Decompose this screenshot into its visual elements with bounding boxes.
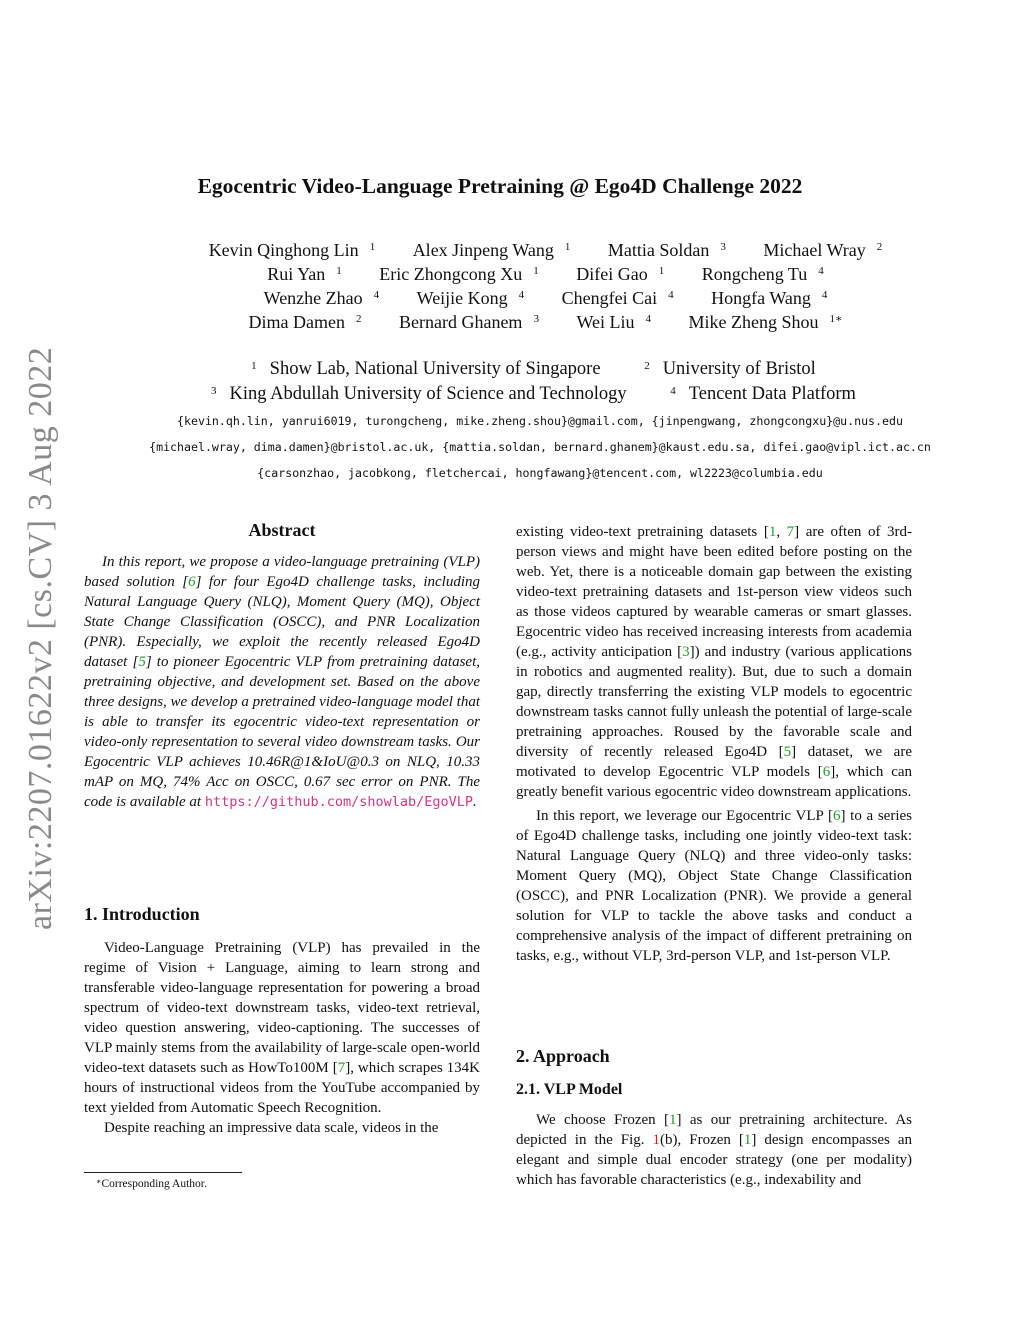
affiliation-row xyxy=(0,382,1024,407)
citation-link[interactable]: 7 xyxy=(786,524,795,540)
paper-title: Egocentric Video-Language Pretraining @ Ego4D Challenge 2022 xyxy=(197,174,803,198)
approach-section xyxy=(516,1046,912,1190)
citation-link[interactable]: 6 xyxy=(822,764,831,780)
author-row xyxy=(0,310,1024,334)
author-list xyxy=(0,238,1024,334)
author: Mike Zheng Shou $^{1∗}$ xyxy=(688,312,843,332)
left-column xyxy=(84,520,480,812)
introduction-paragraph-continued: existing video-text pretraining datasets [1, 7] are often of 3rd-person views and might have been edited before posting on the web. Yet, there is a noticeable domain gap between the existing video-text pretraining datasets and 1st-person view videos such as those videos captured by wearable cameras or smart glasses. Egocentric video has received increasing interests from academia (e.g., activity anticipation [3]) and industry (various applications in robotics and augmented reality). But, due to such a domain gap, directly transferring the existing VLP models to egocentric downstream tasks cannot fully unleash the potential of large-scale pretraining approaches. Roused by the favorable scale and diversity of recently released Ego4D [5] dataset, we are motivated to develop Egocentric VLP models [6], which can greatly benefit various egocentric video downstream applications. xyxy=(516,524,913,800)
author: Bernard Ghanem $^3$ xyxy=(398,312,539,332)
citation-link[interactable]: 6 xyxy=(832,808,841,824)
approach-heading: 2. Approach xyxy=(516,1046,610,1066)
citation-link[interactable]: 1 xyxy=(768,524,777,540)
introduction-section xyxy=(84,904,480,1138)
citation-link[interactable]: 5 xyxy=(783,744,792,760)
author: Dima Damen $^2$ xyxy=(248,312,362,332)
citation-link[interactable]: 5 xyxy=(138,654,146,670)
author: Weijie Kong $^4$ xyxy=(416,288,525,308)
arxiv-identifier-stamp: arXiv:2207.01622v2 [cs.CV] 3 Aug 2022 xyxy=(22,346,59,930)
author: Rui Yan $^1$ xyxy=(267,264,342,284)
citation-link[interactable]: 1 xyxy=(743,1132,752,1148)
author: Michael Wray $^2$ xyxy=(763,240,883,260)
introduction-heading: 1. Introduction xyxy=(84,904,200,924)
author: Alex Jinpeng Wang $^1$ xyxy=(412,240,571,260)
vlp-model-subheading: 2.1. VLP Model xyxy=(516,1081,623,1098)
citation-link[interactable]: 1 xyxy=(669,1112,677,1128)
email-list xyxy=(0,408,1024,486)
affiliation: $^3$ King Abdullah University of Science and Technology xyxy=(211,384,627,404)
citation-link[interactable]: 7 xyxy=(337,1060,346,1076)
author: Eric Zhongcong Xu $^1$ xyxy=(379,264,539,284)
author-row xyxy=(0,238,1024,262)
figure-reference-link[interactable]: 1 xyxy=(652,1132,661,1148)
author: Mattia Soldan $^3$ xyxy=(607,240,726,260)
introduction-paragraph: Despite reaching an impressive data scale, videos in the xyxy=(104,1120,439,1136)
author: Rongcheng Tu $^4$ xyxy=(701,264,824,284)
right-column xyxy=(516,522,912,966)
footnote: ∗Corresponding Author. xyxy=(96,1177,207,1190)
citation-link[interactable]: 6 xyxy=(188,574,196,590)
affiliation-row xyxy=(0,357,1024,382)
affiliation-list xyxy=(0,357,1024,407)
email-line: {kevin.qh.lin, yanrui6019, turongcheng, mike.zheng.shou}@gmail.com, {jinpengwang, zhongcongxu}@u.nus.edu xyxy=(177,414,903,428)
author-row xyxy=(0,262,1024,286)
abstract-text: In this report, we propose a video-language pretraining (VLP) based solution [6] for four Ego4D challenge tasks, including Natural Language Query (NLQ), Moment Query (MQ), Object State Change Classification (OSCC), and PNR Localization (PNR). Especially, we exploit the recently released Ego4D dataset [5] to pioneer Egocentric VLP from pretraining dataset, pretraining objective, and development set. Based on the above three designs, we develop a pretrained video-language model that is able to transfer its egocentric video-text representation or video-only representation to several video downstream tasks. Our Egocentric VLP achieves 10.46R@1&IoU@0.3 on NLQ, 10.33 mAP on MQ, 74% Acc on OSCC, 0.67 sec error on PNR. The code is available at https://github.com/showlab/EgoVLP. xyxy=(84,554,480,810)
author-row xyxy=(0,286,1024,310)
affiliation: $^1$ Show Lab, National University of Singapore xyxy=(251,359,601,379)
introduction-paragraph: In this report, we leverage our Egocentric VLP [6] to a series of Ego4D challenge tasks, including one jointly video-text task: Natural Language Query (NLQ) and three video-only tasks: Moment Query (MQ), Object State Change Classification (OSCC), and PNR Localization (PNR). We provide a general solution for VLP to tackle the above tasks and conduct a comprehensive analysis of the impact of different pretraining on tasks, e.g., without VLP, 3rd-person VLP, and 1st-person VLP. xyxy=(516,808,912,964)
email-line: {michael.wray, dima.damen}@bristol.ac.uk, {mattia.soldan, bernard.ghanem}@kaust.edu.sa, difei.gao@vipl.ict.ac.cn xyxy=(149,440,931,454)
email-line: {carsonzhao, jacobkong, fletchercai, hongfawang}@tencent.com, wl2223@columbia.edu xyxy=(257,466,823,480)
affiliation: $^4$ Tencent Data Platform xyxy=(670,384,856,404)
author: Kevin Qinghong Lin $^1$ xyxy=(208,240,376,260)
footnote-divider xyxy=(84,1172,242,1173)
approach-paragraph: We choose Frozen [1] as our pretraining architecture. As depicted in the Fig. 1(b), Frozen [1] design encompasses an elegant and simple dual encoder strategy (one per modality) which has favorable characteristics (e.g., indexability and xyxy=(516,1112,913,1188)
citation-link[interactable]: 3 xyxy=(682,644,690,660)
author: Chengfei Cai $^4$ xyxy=(561,288,674,308)
author: Wenzhe Zhao $^4$ xyxy=(263,288,380,308)
abstract-heading: Abstract xyxy=(248,520,316,540)
author: Wei Liu $^4$ xyxy=(576,312,651,332)
author: Hongfa Wang $^4$ xyxy=(711,288,828,308)
author: Difei Gao $^1$ xyxy=(576,264,665,284)
code-url-link[interactable]: https://github.com/showlab/EgoVLP xyxy=(204,794,474,810)
affiliation: $^2$ University of Bristol xyxy=(644,359,816,379)
introduction-paragraph: Video-Language Pretraining (VLP) has prevailed in the regime of Vision + Language, aiming to learn strong and transferable video-language representation for powering a broad spectrum of video-text downstream tasks, video-text retrieval, video question answering, video-captioning. The successes of VLP mainly stems from the availability of large-scale open-world video-text datasets such as HowTo100M [7], which scrapes 134K hours of instructional videos from the YouTube accompanied by text yielded from Automatic Speech Recognition. xyxy=(84,940,480,1116)
